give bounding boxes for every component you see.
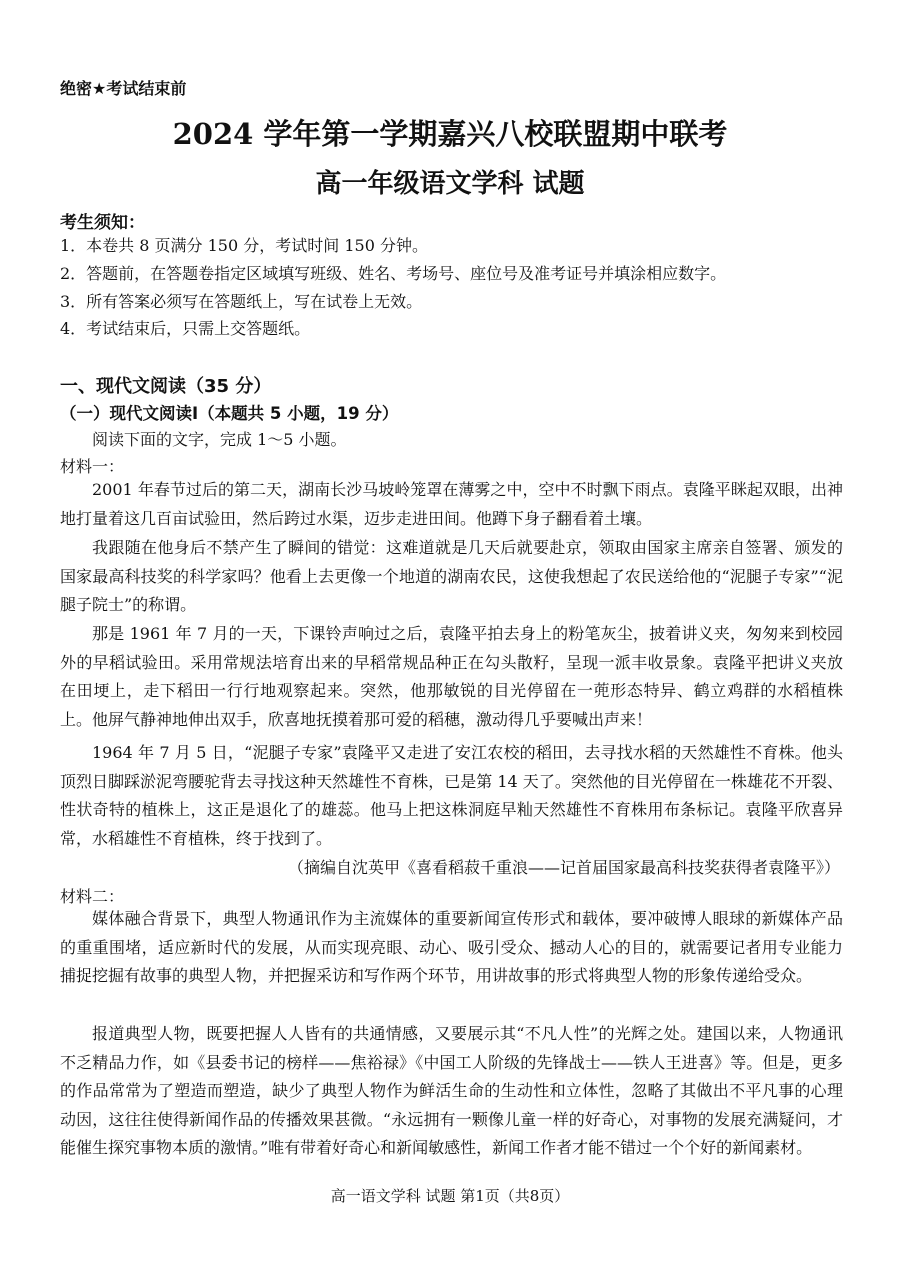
section-heading: 一、现代文阅读（35 分） <box>60 376 272 397</box>
notice-item-1: 1．本卷共 8 页满分 150 分，考试时间 150 分钟。 <box>60 236 428 255</box>
material-2-paragraph: 报道典型人物，既要把握人人皆有的共通情感，又要展示其“不凡人性”的光辉之处。建国以来，人物通讯不乏精品力作，如《县委书记的榜样——焦裕禄》《中国工人阶级的先锋战士——铁人王进喜》等。但是，更多的作品常常为了塑造而塑造，缺少了典型人物作为鲜活生命的生动性和立体性，忽略了其做出不平凡事的心理动因，这往往使得新闻作品的传播效果甚微。“永远拥有一颗像儿童一样的好奇心，对事物的发展充满疑问，才能催生探究事物本质的激情。”唯有带着好奇心和新闻敏感性，新闻工作者才能不错过一个个好的新闻素材。 <box>60 1024 843 1158</box>
subsection-heading: （一）现代文阅读Ⅰ（本题共 5 小题，19 分） <box>60 404 399 423</box>
reading-instruction: 阅读下面的文字，完成 1～5 小题。 <box>92 430 347 449</box>
material-1-paragraph: 那是 1961 年 7 月的一天，下课铃声响过之后，袁隆平拍去身上的粉笔灰尘，披着讲义夹，匆匆来到校园外的早稻试验田。采用常规法培育出来的早稻常规品种正在勾头散籽，呈现一派丰收景象。袁隆平把讲义夹放在田埂上，走下稻田一行行地观察起来。突然，他那敏锐的目光停留在一蔸形态特异、鹤立鸡群的水稻植株上。他屏气静神地伸出双手，欣喜地抚摸着那可爱的稻穗，激动得几乎要喊出声来！ <box>60 624 843 729</box>
material-1-paragraph: 2001 年春节过后的第二天，湖南长沙马坡岭笼罩在薄雾之中，空中不时飘下雨点。袁隆平眯起双眼，出神地打量着这几百亩试验田，然后跨过水渠，迈步走进田间。他蹲下身子翻看着土壤。 <box>60 480 843 528</box>
exam-subtitle: 高一年级语文学科 试题 <box>315 169 585 199</box>
notice-item-3: 3．所有答案必须写在答题纸上，写在试卷上无效。 <box>60 292 423 311</box>
notice-heading: 考生须知： <box>60 213 145 233</box>
page-footer: 高一语文学科 试题 第1页（共8页） <box>330 1187 570 1205</box>
material-1-label: 材料一： <box>60 457 125 476</box>
material-1-source: （摘编自沈英甲《喜看稻菽千重浪——记首届国家最高科技奖获得者袁隆平》） <box>287 858 840 877</box>
material-2-paragraph: 媒体融合背景下，典型人物通讯作为主流媒体的重要新闻宣传形式和载体，要冲破博人眼球的新媒体产品的重重围堵，适应新时代的发展，从而实现亮眼、动心、吸引受众、撼动人心的目的，就需要记者用专业能力捕捉挖掘有故事的典型人物，并把握采访和写作两个环节，用讲故事的形式将典型人物的形象传递给受众。 <box>60 909 843 986</box>
material-1-paragraph: 我跟随在他身后不禁产生了瞬间的错觉：这难道就是几天后就要赴京，领取由国家主席亲自签署、颁发的国家最高科技奖的科学家吗？他看上去更像一个地道的湖南农民，这使我想起了农民送给他的“泥腿子专家”“泥腿子院士”的称谓。 <box>60 538 843 615</box>
notice-item-2: 2．答题前，在答题卷指定区域填写班级、姓名、考场号、座位号及准考证号并填涂相应数字。 <box>60 264 727 283</box>
material-1-paragraph: 1964 年 7 月 5 日，“泥腿子专家”袁隆平又走进了安江农校的稻田，去寻找水稻的天然雄性不育株。他头顶烈日脚踩淤泥弯腰驼背去寻找这种天然雄性不育株，已是第 14 天了。突然他的目光停留在一株雄花不开裂、性状奇特的植株上，这正是退化了的雄蕊。他马上把这株洞庭早籼天然雄性不育株用布条标记。袁隆平欣喜异常，水稻雄性不育植株，终于找到了。 <box>60 743 843 848</box>
notice-item-4: 4．考试结束后，只需上交答题纸。 <box>60 319 311 338</box>
material-2-label: 材料二： <box>60 887 125 906</box>
secret-mark: 绝密★考试结束前 <box>60 79 187 98</box>
exam-title: 2024 学年第一学期嘉兴八校联盟期中联考 <box>172 117 728 151</box>
